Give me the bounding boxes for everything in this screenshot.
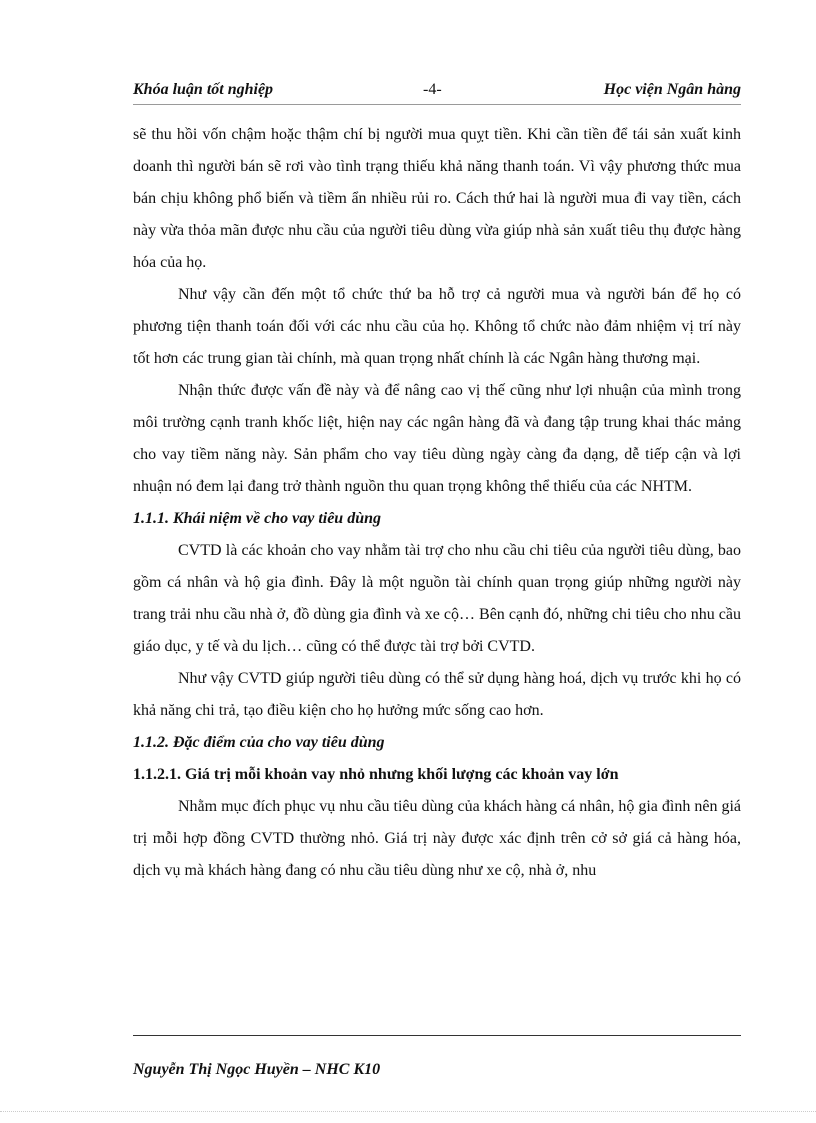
section-heading-1-1-2: 1.1.2. Đặc điểm của cho vay tiêu dùng xyxy=(133,734,385,751)
footer-author: Nguyễn Thị Ngọc Huyền – NHC K10 xyxy=(133,1061,381,1078)
body-paragraph: Nhận thức được vấn đề này và để nâng cao vị thế cũng như lợi nhuận của mình trong môi trường cạnh tranh khốc liệt, hiện nay các ngân hàng đã và đang tập trung khai thác mảng cho vay tiềm năng này. Sản phẩm cho vay tiêu dùng ngày càng đa dạng, dễ tiếp cận và lợi nhuận nó đem lại đang trở thành nguồn thu quan trọng không thể thiếu của các NHTM. xyxy=(133,382,741,495)
header-divider xyxy=(133,104,741,105)
header-page-number: -4- xyxy=(423,81,442,98)
document-body xyxy=(133,119,741,887)
page-edge xyxy=(0,1111,816,1112)
header-thesis-title: Khóa luận tốt nghiệp xyxy=(133,81,274,98)
footer-divider xyxy=(133,1035,741,1036)
page-header xyxy=(133,78,741,104)
body-paragraph: Như vậy cần đến một tổ chức thứ ba hỗ trợ cả người mua và người bán để họ có phương tiện thanh toán đối với các nhu cầu của họ. Không tổ chức nào đảm nhiệm vị trí này tốt hơn các trung gian tài chính, mà quan trọng nhất chính là các Ngân hàng thương mại. xyxy=(133,286,741,367)
section-heading-1-1-2-1: 1.1.2.1. Giá trị mỗi khoản vay nhỏ nhưng khối lượng các khoản vay lớn xyxy=(133,766,619,783)
body-paragraph: sẽ thu hồi vốn chậm hoặc thậm chí bị người mua quỵt tiền. Khi cần tiền để tái sản xuất kinh doanh thì người bán sẽ rơi vào tình trạng thiếu khả năng thanh toán. Vì vậy phương thức mua bán chịu không phổ biến và tiềm ẩn nhiều rủi ro. Cách thứ hai là người mua đi vay tiền, cách này vừa thỏa mãn được nhu cầu của người tiêu dùng vừa giúp nhà sản xuất tiêu thụ được hàng hóa của họ. xyxy=(133,126,741,271)
section-heading-1-1-1: 1.1.1. Khái niệm về cho vay tiêu dùng xyxy=(133,510,381,527)
body-paragraph: Nhằm mục đích phục vụ nhu cầu tiêu dùng của khách hàng cá nhân, hộ gia đình nên giá trị mỗi hợp đồng CVTD thường nhỏ. Giá trị này được xác định trên cở sở giá cả hàng hóa, dịch vụ mà khách hàng đang có nhu cầu tiêu dùng như xe cộ, nhà ở, nhu xyxy=(133,798,741,879)
body-paragraph: CVTD là các khoản cho vay nhằm tài trợ cho nhu cầu chi tiêu của người tiêu dùng, bao gồm cá nhân và hộ gia đình. Đây là một nguồn tài chính quan trọng giúp những người này trang trải nhu cầu nhà ở, đồ dùng gia đình và xe cộ… Bên cạnh đó, những chi tiêu cho nhu cầu giáo dục, y tế và du lịch… cũng có thể được tài trợ bởi CVTD. xyxy=(133,542,741,655)
body-paragraph: Như vậy CVTD giúp người tiêu dùng có thể sử dụng hàng hoá, dịch vụ trước khi họ có khả năng chi trả, tạo điều kiện cho họ hưởng mức sống cao hơn. xyxy=(133,670,741,719)
header-institution: Học viện Ngân hàng xyxy=(603,81,741,98)
